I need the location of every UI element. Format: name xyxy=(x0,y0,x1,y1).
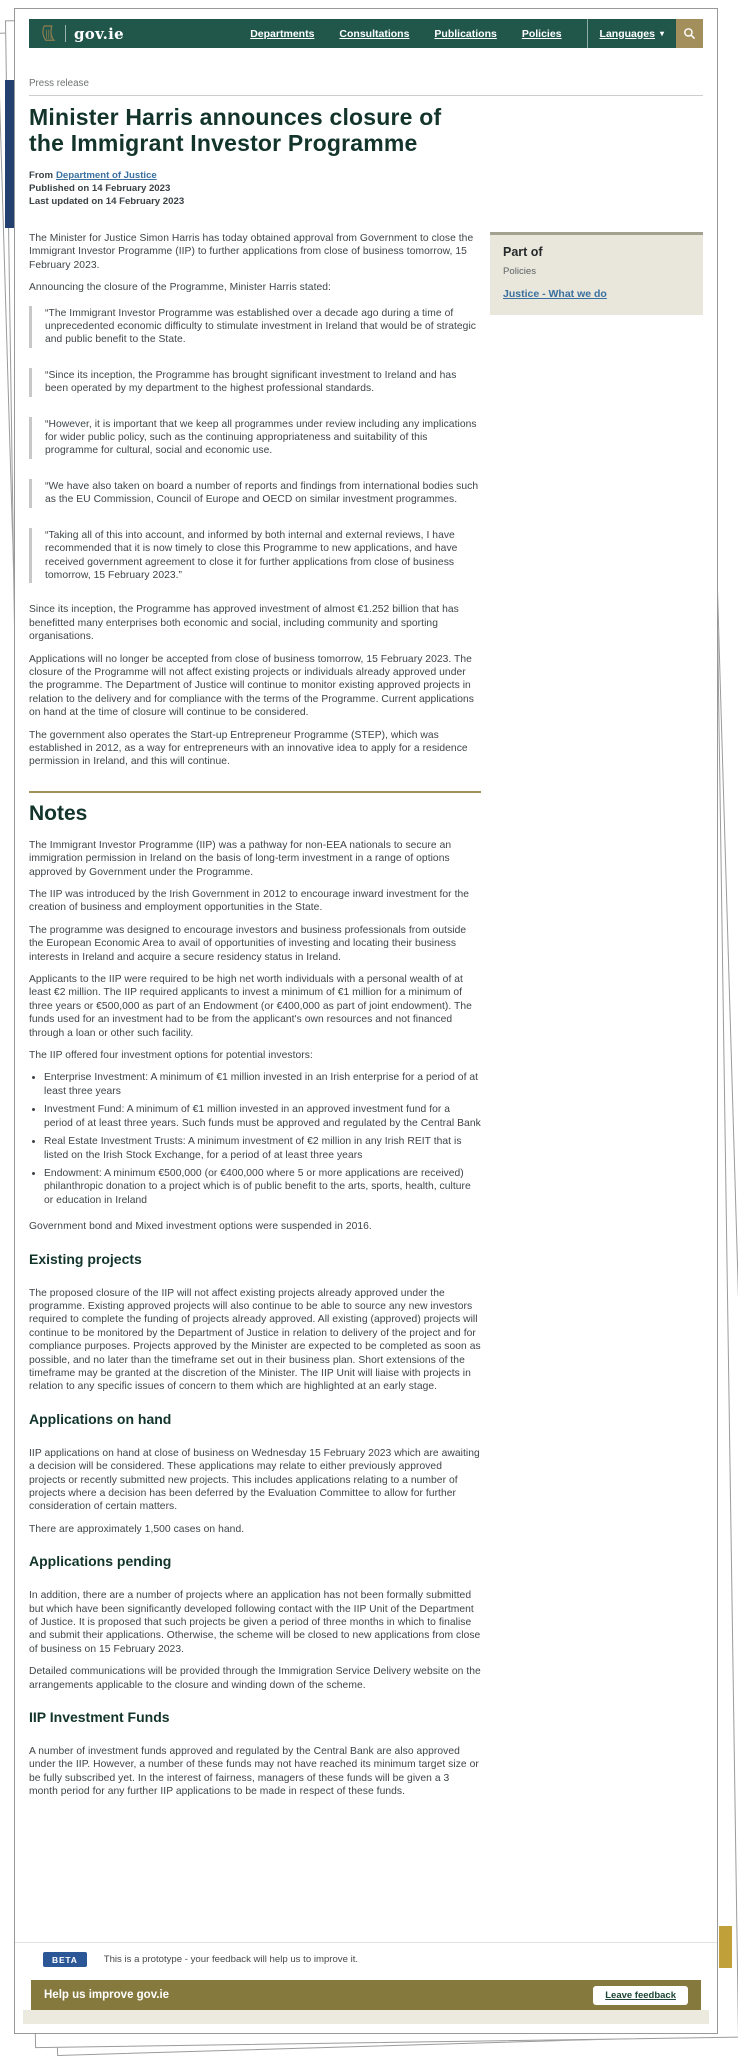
subsection-existing-projects xyxy=(29,1251,481,1394)
section-rule xyxy=(29,791,481,793)
quote-block xyxy=(29,479,481,508)
notes-paragraph: The programme was designed to encourage investors and business professionals from outside the European Economic Area to avail of opportunities of investing and locating their business interests in Ireland and acquire a secure residency status in Ireland. xyxy=(29,924,467,963)
body-paragraph: The government also operates the Start-up Entrepreneur Programme (STEP), which was established in 2012, as a way for entrepreneurs with an innovative idea to apply for a residence permission in Ireland, and this will continue. xyxy=(29,729,468,768)
subsection-applications-on-hand xyxy=(29,1411,481,1536)
updated-date: Last updated on 14 February 2023 xyxy=(29,196,185,207)
intro-paragraph: The Minister for Justice Simon Harris has today obtained approval from Government to close the Immigrant Investor Programme (IIP) to further applications from close of business tomorrow, 15 February 2023. xyxy=(29,233,474,271)
section-paragraph: In addition, there are a number of projects where an application has not been formally submitted but which have been significantly developed following contact with the IIP Unit of the Department of Justice. It is proposed that such projects be given a period of three months in which to finalise and submit their applications. Otherwise, the scheme will be closed to new applications from close of business on 15 February 2023. xyxy=(29,1590,481,1655)
leave-feedback-button[interactable]: Leave feedback xyxy=(593,1986,688,2005)
harp-icon xyxy=(42,25,57,42)
bullet-item: • Real Estate Investment Trusts: A minimum investment of €2 million in any Irish REIT that is listed on the Irish Stock Exchange, for a period of at least three years xyxy=(44,1135,481,1162)
quote-block xyxy=(29,306,481,348)
sidebar xyxy=(490,232,703,315)
chevron-down-icon: ▾ xyxy=(659,28,664,38)
body-paragraph: Applications will no longer be accepted from close of business tomorrow, 15 February 2023. The closure of the Programme will not affect existing projects or individuals already approved under the programme. The Department of Justice will continue to monitor existing approved projects in relation to the delivery and for compliance with the terms of the Programme. Current applications on hand at the time of closure will continue to be considered. xyxy=(29,653,474,719)
quote-paragraph: “Taking all of this into account, and informed by both internal and external reviews, I have recommended that it is now timely to close this Programme to new applications, and have received government agreement to close it for further applications from close of business tomorrow, 15 February 2023.” xyxy=(45,529,458,581)
suspended-note: Government bond and Mixed investment options were suspended in 2016. xyxy=(29,1221,372,1233)
part-of-box xyxy=(490,232,703,315)
notes-paragraph: The Immigrant Investor Programme (IIP) was a pathway for non-EEA nationals to secure an immigration permission in Ireland on the basis of long-term investment in a range of options approved by Government under the Programme. xyxy=(29,839,452,878)
body-paragraphs xyxy=(29,603,481,768)
search-button[interactable] xyxy=(676,19,703,48)
notes-paragraph: Applicants to the IIP were required to be high net worth individuals with a personal wealth of at least €2 million. The IIP required applicants to invest a minimum of €1 million for a minimum of three years or €500,000 as part of an Endowment (or €400,000 as part of joint endowment). The funds used for an investment had to be from the applicant's own resources and not financed through a loan or other such facility. xyxy=(29,974,472,1039)
section-paragraph: There are approximately 1,500 cases on hand. xyxy=(29,1523,245,1535)
bullet-item: • Investment Fund: A minimum of €1 million invested in an approved investment fund for a period of at least three years. Such funds must be approved and regulated by the Central Bank xyxy=(44,1103,481,1130)
published-date: Published on 14 February 2023 xyxy=(29,183,171,194)
nav-divider xyxy=(587,19,588,48)
bullet-item: • Enterprise Investment: A minimum of €1 million invested in an Irish enterprise for a period of at least three years xyxy=(44,1071,481,1098)
quote-block xyxy=(29,368,481,397)
press-release-label: Press release xyxy=(29,78,703,96)
section-paragraph: IIP applications on hand at close of business on Wednesday 15 February 2023 which are awaiting a decision will be considered. These applications may relate to either previously approved projects or recently submitted new projects. This includes applications relating to a number of projects where a decision has been deferred by the Evaluation Committee to allow for further consideration of certain matters. xyxy=(29,1447,480,1513)
flex-spacer xyxy=(29,1808,703,1942)
languages-label: Languages xyxy=(599,27,655,40)
languages-menu[interactable] xyxy=(600,28,664,40)
section-heading: Existing projects xyxy=(29,1250,142,1267)
investment-options-list xyxy=(29,1071,481,1207)
subsection-applications-pending xyxy=(29,1553,481,1692)
department-link[interactable]: Department of Justice xyxy=(55,170,157,181)
page-title: Minister Harris announces closure of the Immigrant Investor Programme xyxy=(29,104,442,156)
nav-item[interactable]: Publications xyxy=(434,27,497,40)
section-heading: Applications on hand xyxy=(29,1410,172,1427)
quote-paragraph: “However, it is important that we keep all programmes under review including any implications for wider public policy, such as the continuing appropriateness and suitability of this programme for cultural, social and economic use. xyxy=(45,418,477,457)
section-paragraph: A number of investment funds approved and regulated by the Central Bank are also approved under the IIP. However, a number of these funds may not have reached its minimum target size or be fully subscribed yet. In the interest of fairness, managers of these funds will be given a 3 month period for any further IIP applications to be made in respect of these funds. xyxy=(29,1746,479,1798)
from-label: From xyxy=(29,170,53,181)
intro-paragraph: Announcing the closure of the Programme, Minister Harris stated: xyxy=(29,282,331,294)
logo-text: gov.ie xyxy=(74,24,124,43)
section-paragraph: Detailed communications will be provided through the Immigration Service Delivery website on the arrangements applicable to the closure and winding down of the scheme. xyxy=(29,1666,481,1691)
beta-text: This is a prototype - your feedback will help us to improve it. xyxy=(103,1954,359,1965)
nav-item[interactable]: Departments xyxy=(250,27,315,40)
quote-paragraph: “The Immigrant Investor Programme was established over a decade ago during a time of unprecedented economic difficulty to stimulate investment in Ireland that would be of strategic and public benefit to the State. xyxy=(45,307,476,346)
footer-heading: Help us improve gov.ie xyxy=(44,1989,170,2001)
notes-paragraphs xyxy=(29,839,481,1063)
minister-quotes xyxy=(29,306,481,584)
main-nav xyxy=(250,28,561,40)
quote-block xyxy=(29,528,481,584)
nav-item[interactable]: Policies xyxy=(521,27,562,40)
notes-heading: Notes xyxy=(29,801,88,825)
search-icon xyxy=(683,27,696,40)
subsection-iip-investment-funds xyxy=(29,1709,481,1799)
part-of-link[interactable]: Justice - What we do xyxy=(503,288,607,300)
stacked-page-edge-gold xyxy=(719,1926,732,1968)
govie-logo[interactable] xyxy=(42,25,124,43)
from-line xyxy=(29,169,703,182)
notes-paragraph: The IIP offered four investment options for potential investors: xyxy=(29,1050,313,1062)
body-paragraph: Since its inception, the Programme has approved investment of almost €1.252 billion that has benefitted many enterprises both economic and social, including community and sporting organisations. xyxy=(29,604,459,643)
nav-item[interactable]: Consultations xyxy=(339,27,410,40)
beta-badge: BETA xyxy=(43,1952,87,1967)
article-meta xyxy=(29,169,703,208)
section-heading: IIP Investment Funds xyxy=(29,1709,170,1726)
bullet-item: • Endowment: A minimum €500,000 (or €400,000 where 5 or more applications are received) philanthropic donation to a project which is of public benefit to the arts, sports, health, culture or education in Ireland xyxy=(44,1167,481,1207)
header-bar xyxy=(29,19,703,48)
page-card xyxy=(14,8,718,2034)
intro-paragraphs xyxy=(29,232,481,295)
part-of-category: Policies xyxy=(503,266,537,277)
page-content xyxy=(15,48,717,1942)
section-heading: Applications pending xyxy=(29,1553,172,1570)
article-columns xyxy=(29,232,703,1808)
footer-bar xyxy=(31,1980,701,2010)
quote-paragraph: “Since its inception, the Programme has brought significant investment to Ireland and has been operated by my department to the highest professional standards. xyxy=(45,369,457,395)
stacked-page-edge-blue xyxy=(5,80,14,228)
quote-paragraph: “We have also taken on board a number of reports and findings from international bodies such as the EU Commission, Council of Europe and OECD on similar investment programmes. xyxy=(45,480,479,506)
beta-banner xyxy=(15,1942,717,1978)
article-body xyxy=(29,232,481,1808)
notes-paragraph: The IIP was introduced by the Irish Government in 2012 to encourage inward investment for the creation of business and employment opportunities in the State. xyxy=(29,889,470,914)
quote-block xyxy=(29,417,481,459)
part-of-heading: Part of xyxy=(503,245,543,259)
section-paragraph: The proposed closure of the IIP will not affect existing projects already approved under the programme. Existing approved projects will also continue to be able to source any new investors required to complete the funding of projects already approved. All existing (approved) projects will continue to be monitored by the Department of Justice in relation to delivery of the project and for compliance purposes. Projects approved by the Minister are expected to be completed as soon as possible, and no later than the timeframe set out in their business plan. Short extensions of the timeframe may be granted at the discretion of the Minister. The IIP Unit will liaise with projects in relation to any specific issues of concern to them which are highlighted at an early stage. xyxy=(29,1287,481,1393)
logo-divider xyxy=(65,25,66,42)
beige-strip xyxy=(23,2010,709,2024)
